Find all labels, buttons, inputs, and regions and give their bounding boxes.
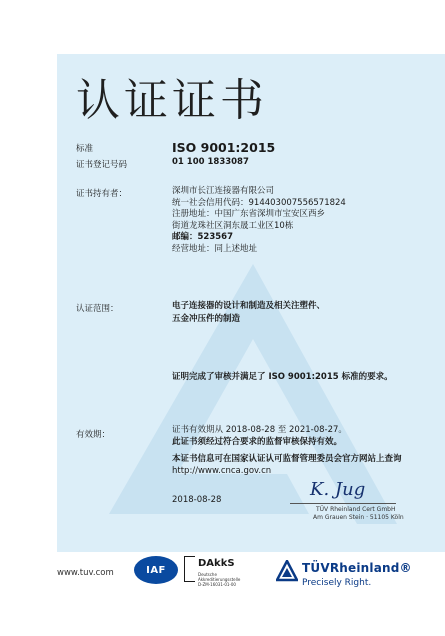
holder-credit-code: 统一社会信用代码：914403007556571824 <box>172 197 346 208</box>
holder-block <box>172 186 346 255</box>
validity-label: 有效期： <box>76 430 111 440</box>
validity-condition: 此证书须经过符合要求的监督审核保持有效。 <box>172 437 343 447</box>
tuv-triangle-icon <box>276 560 298 582</box>
dakks-subtitle <box>198 572 240 587</box>
holder-address-line-2: 街道龙珠社区洞东晟工业区10栋 <box>172 220 294 231</box>
holder-postcode: 邮编：523567 <box>172 232 233 242</box>
certificate-title: 认证证书 <box>76 75 268 126</box>
cnca-block <box>172 453 402 477</box>
footer-url[interactable]: www.tuv.com <box>57 568 114 578</box>
conformity-statement: 证明完成了审核并满足了 ISO 9001:2015 标准的要求。 <box>172 372 393 382</box>
scope-label: 认证范围： <box>76 304 119 314</box>
standard-value: ISO 9001:2015 <box>172 140 276 155</box>
signature: K. Jug <box>310 479 366 500</box>
dakks-sub-line-1: Deutsche <box>198 572 217 577</box>
dakks-sub-line-2: Akkreditierungsstelle <box>198 577 241 582</box>
standard-label: 标准 <box>76 144 94 154</box>
holder-label: 证书持有者： <box>76 189 128 199</box>
registration-value: 01 100 1833087 <box>172 157 249 167</box>
tuv-tagline: Precisely Right. <box>302 578 372 588</box>
dakks-sub-line-3: D-ZM-16031-01-00 <box>198 582 236 587</box>
holder-company-name: 深圳市长江连接器有限公司 <box>172 186 275 196</box>
signature-line <box>290 503 396 504</box>
holder-business-address: 经营地址：同上述地址 <box>172 243 258 254</box>
issue-date: 2018-08-28 <box>172 495 222 505</box>
scope-line-1: 电子连接器的设计和制造及相关注塑件、 <box>172 301 326 311</box>
cnca-url: http://www.cnca.gov.cn <box>172 466 272 476</box>
scope-line-2: 五金冲压件的制造 <box>172 314 241 324</box>
issuer-name: TÜV Rheinland Cert GmbH <box>316 506 396 513</box>
holder-address-line-1: 注册地址：中国广东省深圳市宝安区西乡 <box>172 209 326 219</box>
iaf-logo: IAF <box>134 556 178 584</box>
validity-period: 证书有效期从 2018-08-28 至 2021-08-27。 <box>172 425 347 435</box>
validity-block <box>172 424 347 448</box>
dakks-name: DAkkS <box>198 558 235 569</box>
tuv-brand-name: TÜVRheinland® <box>302 561 412 575</box>
dakks-mark-icon <box>184 556 195 582</box>
cnca-notice: 本证书信息可在国家认证认可监督管理委员会官方网站上查询 <box>172 454 402 464</box>
dakks-logo <box>184 556 254 596</box>
registration-label: 证书登记号码 <box>76 160 128 170</box>
scope-block <box>172 300 325 326</box>
issuer-address: Am Grauen Stein · 51105 Köln <box>313 514 404 521</box>
